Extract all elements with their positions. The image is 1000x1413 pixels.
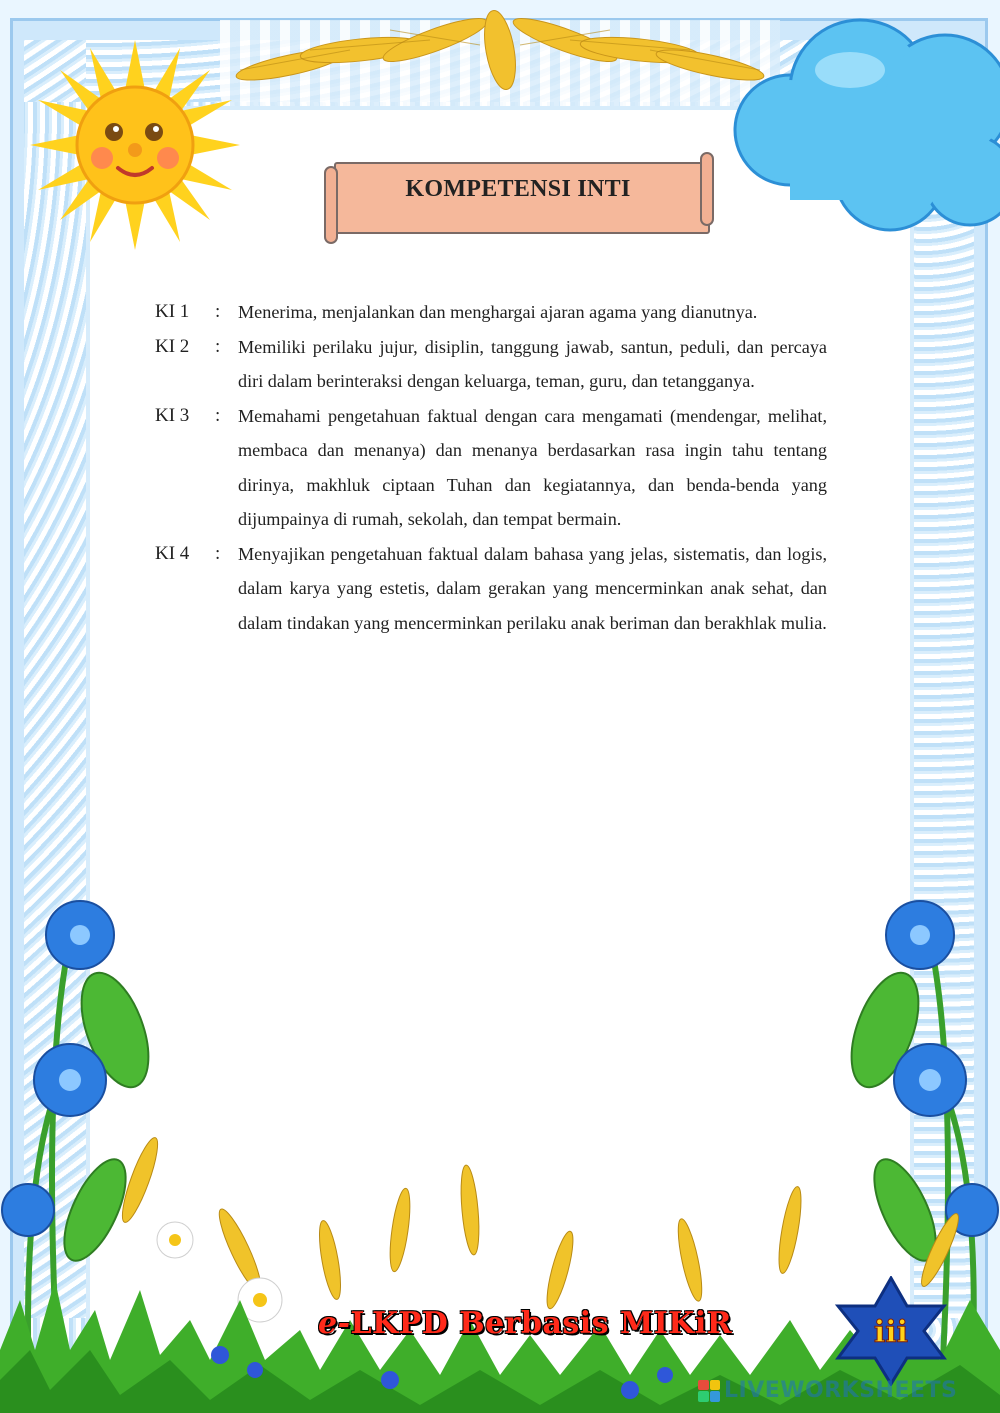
ki-item: [155, 537, 827, 641]
ki-text: Memiliki perilaku jujur, disiplin, tanggung jawab, santun, peduli, dan percaya diri dalam berinteraksi dengan keluarga, teman, guru, dan tetangganya.: [238, 336, 827, 391]
brand-prefix: e-: [318, 1306, 351, 1341]
ki-text: Memahami pengetahuan faktual dengan cara mengamati (mendengar, melihat, membaca dan menanya) dan menanya berdasarkan rasa ingin tahu tentang dirinya, makhluk ciptaan Tuhan dan kegiatannya, dan benda-benda yang dijumpainya di rumah, sekolah, dan tempat bermain.: [238, 405, 827, 529]
ki-separator: :: [215, 542, 221, 564]
ki-list: [155, 295, 827, 640]
cloud-illustration: [730, 10, 1000, 240]
liveworksheets-watermark: [698, 1378, 957, 1403]
ki-code: KI 2: [155, 335, 190, 357]
ki-separator: :: [215, 301, 221, 322]
page-number-star: [832, 1276, 950, 1386]
ki-separator: :: [215, 404, 221, 426]
wheat-top-illustration: [230, 10, 770, 110]
ki-text: Menyajikan pengetahuan faktual dalam bahasa yang jelas, sistematis, dan logis, dalam karya yang estetis, dalam gerakan yang mencerminkan anak sehat, dan dalam tindakan yang mencerminkan perilaku anak beriman dan berakhlak mulia.: [238, 543, 827, 633]
page-title: KOMPETENSI INTI: [405, 176, 631, 202]
ki-item: [155, 295, 827, 330]
ki-code: KI 4: [155, 542, 190, 564]
brand-name: LKPD Berbasis MIKiR: [350, 1306, 733, 1341]
ki-separator: :: [215, 335, 221, 357]
ki-item: [155, 330, 827, 399]
page-number: iii: [873, 1315, 909, 1350]
ki-code: KI 1: [155, 301, 190, 322]
liveworksheets-logo-icon: [698, 1380, 720, 1402]
ki-text: Menerima, menjalankan dan menghargai ajaran agama yang dianutnya.: [238, 302, 758, 322]
ki-code: KI 3: [155, 404, 190, 426]
brand-title: [318, 1306, 732, 1341]
title-banner: [322, 152, 714, 244]
ki-item: [155, 399, 827, 537]
liveworksheets-text: LIVEWORKSHEETS: [724, 1378, 958, 1403]
sun-illustration: [30, 40, 240, 250]
